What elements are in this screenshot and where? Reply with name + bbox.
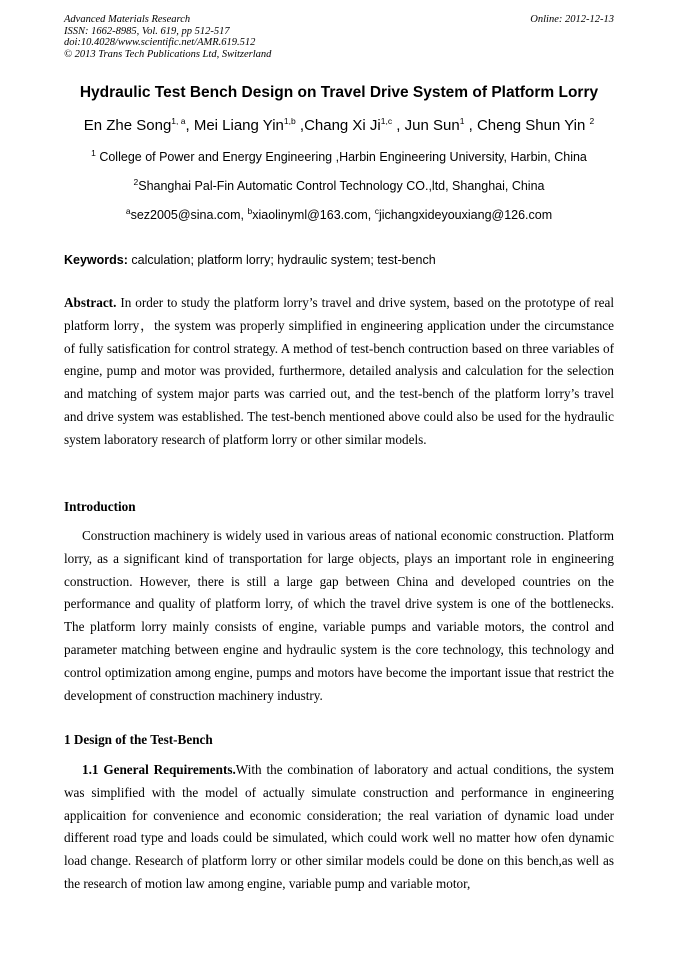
author-name: Chang Xi Ji xyxy=(304,117,381,134)
email-mark: c xyxy=(374,205,379,216)
affiliation-2 xyxy=(0,176,678,193)
author-affiliation-mark: 1 xyxy=(459,116,465,126)
affiliation-1 xyxy=(0,147,678,164)
author-affiliation-mark: 1, a xyxy=(171,116,186,126)
section-1-heading: 1 Design of the Test-Bench xyxy=(64,732,213,747)
author-separator: , xyxy=(464,117,477,134)
issn-line: ISSN: 1662-8985, Vol. 619, pp 512-517 xyxy=(64,25,230,37)
author-name: En Zhe Song xyxy=(83,117,172,134)
abstract-label: Abstract. xyxy=(64,295,117,310)
affiliation-mark: 2 xyxy=(133,176,139,187)
email-address: sez2005@sina.com, xyxy=(130,208,248,222)
author-separator: , xyxy=(392,117,405,134)
journal-name: Advanced Materials Research xyxy=(64,14,191,25)
author-affiliation-mark: 2 xyxy=(589,116,595,126)
email-address: xiaolinyml@163.com, xyxy=(252,208,375,222)
email-mark: a xyxy=(125,205,131,216)
subsection-text: With the combination of laboratory and actual conditions, the system was simplified with the model of actually simulate construction and performance in engineering applicaition for convenience and economic consideration; the real variation of dynamic load under different road type and loads could be simulated, which could work well no matter how ofen dynamic load change. Research of platform lorry or other similar models could be done on this bench,as well as the research of motion law among engine, variable pump and variable motor, xyxy=(64,762,615,891)
author-separator: , xyxy=(185,117,194,134)
abstract-text: In order to study the platform lorry’s travel and drive system, based on the prototype of real platform lorry，the system was properly simplified in engineering application under the circumstance of fully satisfication for control strategy. A method of test-bench contruction based on three variables of engine, pump and motor was provided, furthermore, detailed analysis and calculation for the selection and matching of system major parts was carried out, and the test-bench of the platform lorry’s travel and drive system was established. The test-bench mentioned above could also be used for the hydraulic system laboratory research of platform lorry or other similar models. xyxy=(64,295,614,447)
keywords-label: Keywords: xyxy=(64,253,128,267)
keywords-text: calculation; platform lorry; hydraulic system; test-bench xyxy=(127,253,436,267)
author-separator: , xyxy=(295,117,305,134)
author-list xyxy=(0,117,678,134)
affiliation-mark: 1 xyxy=(91,147,96,158)
introduction-paragraph: Construction machinery is widely used in various areas of national economic construction. Platform lorry, as a significant kind of transportation for large objects, plays an important role in engineering construction. However, there is still a large gap between China and developed countries on the performance and quality of platform lorry, of which the travel drive system is one of the bottlenecks. The platform lorry mainly consists of engine, variable pumps and variable motors, the control and parameter matching between engine and hydraulic system is the core technology, this technology and control optimization among engine, pumps and motors have become the important issue that restrict the development of construction machinery industry. xyxy=(64,528,614,703)
affiliation-text: College of Power and Energy Engineering ,Harbin Engineering University, Harbin, China xyxy=(95,150,587,164)
affiliation-text: Shanghai Pal-Fin Automatic Control Technology CO.,ltd, Shanghai, China xyxy=(138,179,545,193)
journal-header xyxy=(64,14,271,60)
introduction-heading: Introduction xyxy=(64,499,136,514)
paper-title: Hydraulic Test Bench Design on Travel Drive System of Platform Lorry xyxy=(79,84,599,101)
author-affiliation-mark: 1,b xyxy=(283,116,296,126)
author-name: Jun Sun xyxy=(404,117,460,134)
keywords-line xyxy=(64,253,614,267)
author-name: Cheng Shun Yin xyxy=(476,117,590,134)
email-address: jichangxideyouxiang@126.com xyxy=(378,208,553,222)
email-list xyxy=(0,205,678,222)
email-mark: b xyxy=(247,205,253,216)
online-date: Online: 2012-12-13 xyxy=(530,14,614,25)
subsection-label: 1.1 General Requirements. xyxy=(82,762,236,777)
general-requirements-paragraph xyxy=(64,759,614,896)
author-name: Mei Liang Yin xyxy=(193,117,284,134)
copyright-line: © 2013 Trans Tech Publications Ltd, Switzerland xyxy=(64,48,272,60)
author-affiliation-mark: 1,c xyxy=(380,116,393,126)
abstract-paragraph xyxy=(64,292,614,452)
doi-line: doi:10.4028/www.scientific.net/AMR.619.512 xyxy=(64,37,256,48)
